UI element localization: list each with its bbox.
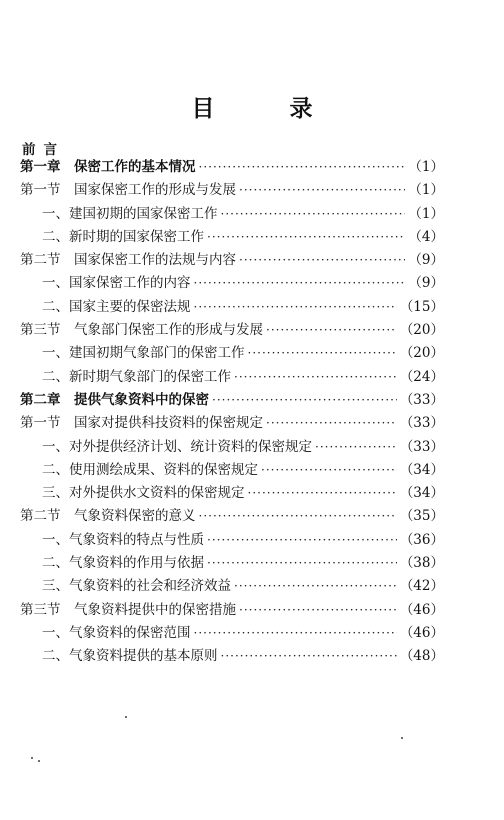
dot-leader	[207, 533, 397, 547]
toc-entry-label: 二、气象资料提供的基本原则	[42, 648, 218, 665]
dot-leader	[194, 276, 406, 290]
toc-entry-page: （9）	[408, 252, 444, 269]
dot-leader	[234, 370, 397, 384]
toc-list	[20, 155, 444, 668]
toc-entry-page: （46）	[399, 624, 444, 641]
toc-entry-label: 一、气象资料的特点与性质	[42, 531, 204, 548]
toc-entry-subsection[interactable]	[20, 341, 444, 364]
toc-entry-page: （1）	[408, 182, 444, 199]
dot-leader	[199, 509, 397, 523]
toc-entry-page: （46）	[399, 601, 444, 618]
toc-entry-label: 一、国家保密工作的内容	[42, 275, 191, 292]
toc-entry-section[interactable]	[20, 248, 444, 271]
toc-entry-page: （33）	[399, 415, 444, 432]
toc-entry-page: （4）	[408, 228, 444, 245]
dot-leader	[194, 300, 397, 314]
toc-entry-label: 第二章 提供气象资料中的保密	[20, 391, 209, 408]
toc-entry-label: 二、新时期气象部门的保密工作	[42, 368, 231, 385]
toc-entry-chapter-1[interactable]	[20, 155, 444, 178]
dot-leader	[266, 323, 397, 337]
toc-entry-subsection[interactable]	[20, 644, 444, 667]
toc-entry-label: 第一章 保密工作的基本情况	[20, 159, 196, 175]
toc-entry-page: （38）	[399, 555, 444, 572]
dot-leader	[239, 603, 397, 617]
dot-leader	[212, 393, 397, 407]
dot-leader	[239, 253, 405, 267]
dot-leader	[221, 649, 397, 663]
toc-entry-page: （48）	[399, 648, 444, 665]
toc-entry-page: （36）	[399, 531, 444, 548]
toc-entry-section[interactable]	[20, 318, 444, 341]
toc-entry-page: （33）	[399, 438, 444, 455]
toc-entry-label: 一、对外提供经济计划、统计资料的保密规定	[42, 438, 312, 455]
toc-entry-label: 第一节 国家保密工作的形成与发展	[20, 182, 236, 199]
toc-entry-subsection[interactable]	[20, 574, 444, 597]
toc-entry-subsection[interactable]	[20, 481, 444, 504]
dot-leader	[207, 230, 405, 244]
toc-entry-label: 二、新时期的国家保密工作	[42, 228, 204, 245]
toc-entry-page: （24）	[399, 368, 444, 385]
toc-entry-label: 一、建国初期气象部门的保密工作	[42, 345, 245, 362]
toc-entry-subsection[interactable]	[20, 225, 444, 248]
dot-leader	[266, 416, 397, 430]
toc-entry-page: （34）	[399, 461, 444, 478]
toc-entry-chapter-2[interactable]	[20, 388, 444, 411]
toc-entry-label: 第一节 国家对提供科技资料的保密规定	[20, 415, 263, 432]
toc-entry-subsection[interactable]	[20, 202, 444, 225]
toc-entry-section[interactable]	[20, 411, 444, 434]
toc-entry-page: （42）	[399, 578, 444, 595]
dot-leader	[199, 160, 406, 174]
toc-entry-page: （35）	[399, 508, 444, 525]
dot-leader	[315, 440, 397, 454]
toc-entry-subsection[interactable]	[20, 365, 444, 388]
toc-entry-section[interactable]	[20, 598, 444, 621]
toc-entry-page: （1）	[408, 159, 444, 175]
dot-leader	[248, 346, 397, 360]
toc-entry-label: 一、气象资料的保密范围	[42, 624, 191, 641]
dot-leader	[239, 183, 405, 197]
toc-entry-subsection[interactable]	[20, 295, 444, 318]
dot-leader	[221, 207, 406, 221]
toc-entry-section[interactable]	[20, 504, 444, 527]
scan-speck	[401, 737, 403, 739]
toc-entry-label: 二、使用测绘成果、资料的保密规定	[42, 461, 258, 478]
toc-preface: 前言	[22, 142, 65, 158]
toc-entry-page: （9）	[408, 275, 444, 292]
toc-entry-label: 第二节 国家保密工作的法规与内容	[20, 252, 236, 269]
toc-entry-label: 第二节 气象资料保密的意义	[20, 508, 196, 525]
page-title: 目 录	[191, 96, 339, 122]
toc-entry-subsection[interactable]	[20, 528, 444, 551]
dot-leader	[234, 579, 397, 593]
toc-entry-page: （1）	[408, 205, 444, 222]
dot-leader	[261, 463, 397, 477]
toc-entry-label: 二、国家主要的保密法规	[42, 298, 191, 315]
toc-entry-label: 第三节 气象资料提供中的保密措施	[20, 601, 236, 618]
toc-entry-page: （20）	[399, 345, 444, 362]
toc-entry-page: （15）	[399, 298, 444, 315]
toc-entry-subsection[interactable]	[20, 551, 444, 574]
toc-entry-label: 三、对外提供水文资料的保密规定	[42, 485, 245, 502]
dot-leader	[207, 556, 397, 570]
toc-entry-subsection[interactable]	[20, 458, 444, 481]
dot-leader	[248, 486, 397, 500]
toc-entry-label: 第三节 气象部门保密工作的形成与发展	[20, 322, 263, 339]
toc-entry-subsection[interactable]	[20, 271, 444, 294]
toc-entry-label: 三、气象资料的社会和经济效益	[42, 578, 231, 595]
toc-entry-page: （33）	[399, 391, 444, 408]
toc-entry-label: 一、建国初期的国家保密工作	[42, 205, 218, 222]
dot-leader	[194, 626, 397, 640]
toc-entry-page: （20）	[399, 322, 444, 339]
toc-entry-subsection[interactable]	[20, 621, 444, 644]
scan-speck	[38, 760, 40, 762]
toc-entry-page: （34）	[399, 485, 444, 502]
scan-speck	[31, 757, 33, 759]
toc-entry-section[interactable]	[20, 178, 444, 201]
toc-entry-subsection[interactable]	[20, 435, 444, 458]
scan-speck	[125, 716, 127, 718]
toc-entry-label: 二、气象资料的作用与依据	[42, 555, 204, 572]
